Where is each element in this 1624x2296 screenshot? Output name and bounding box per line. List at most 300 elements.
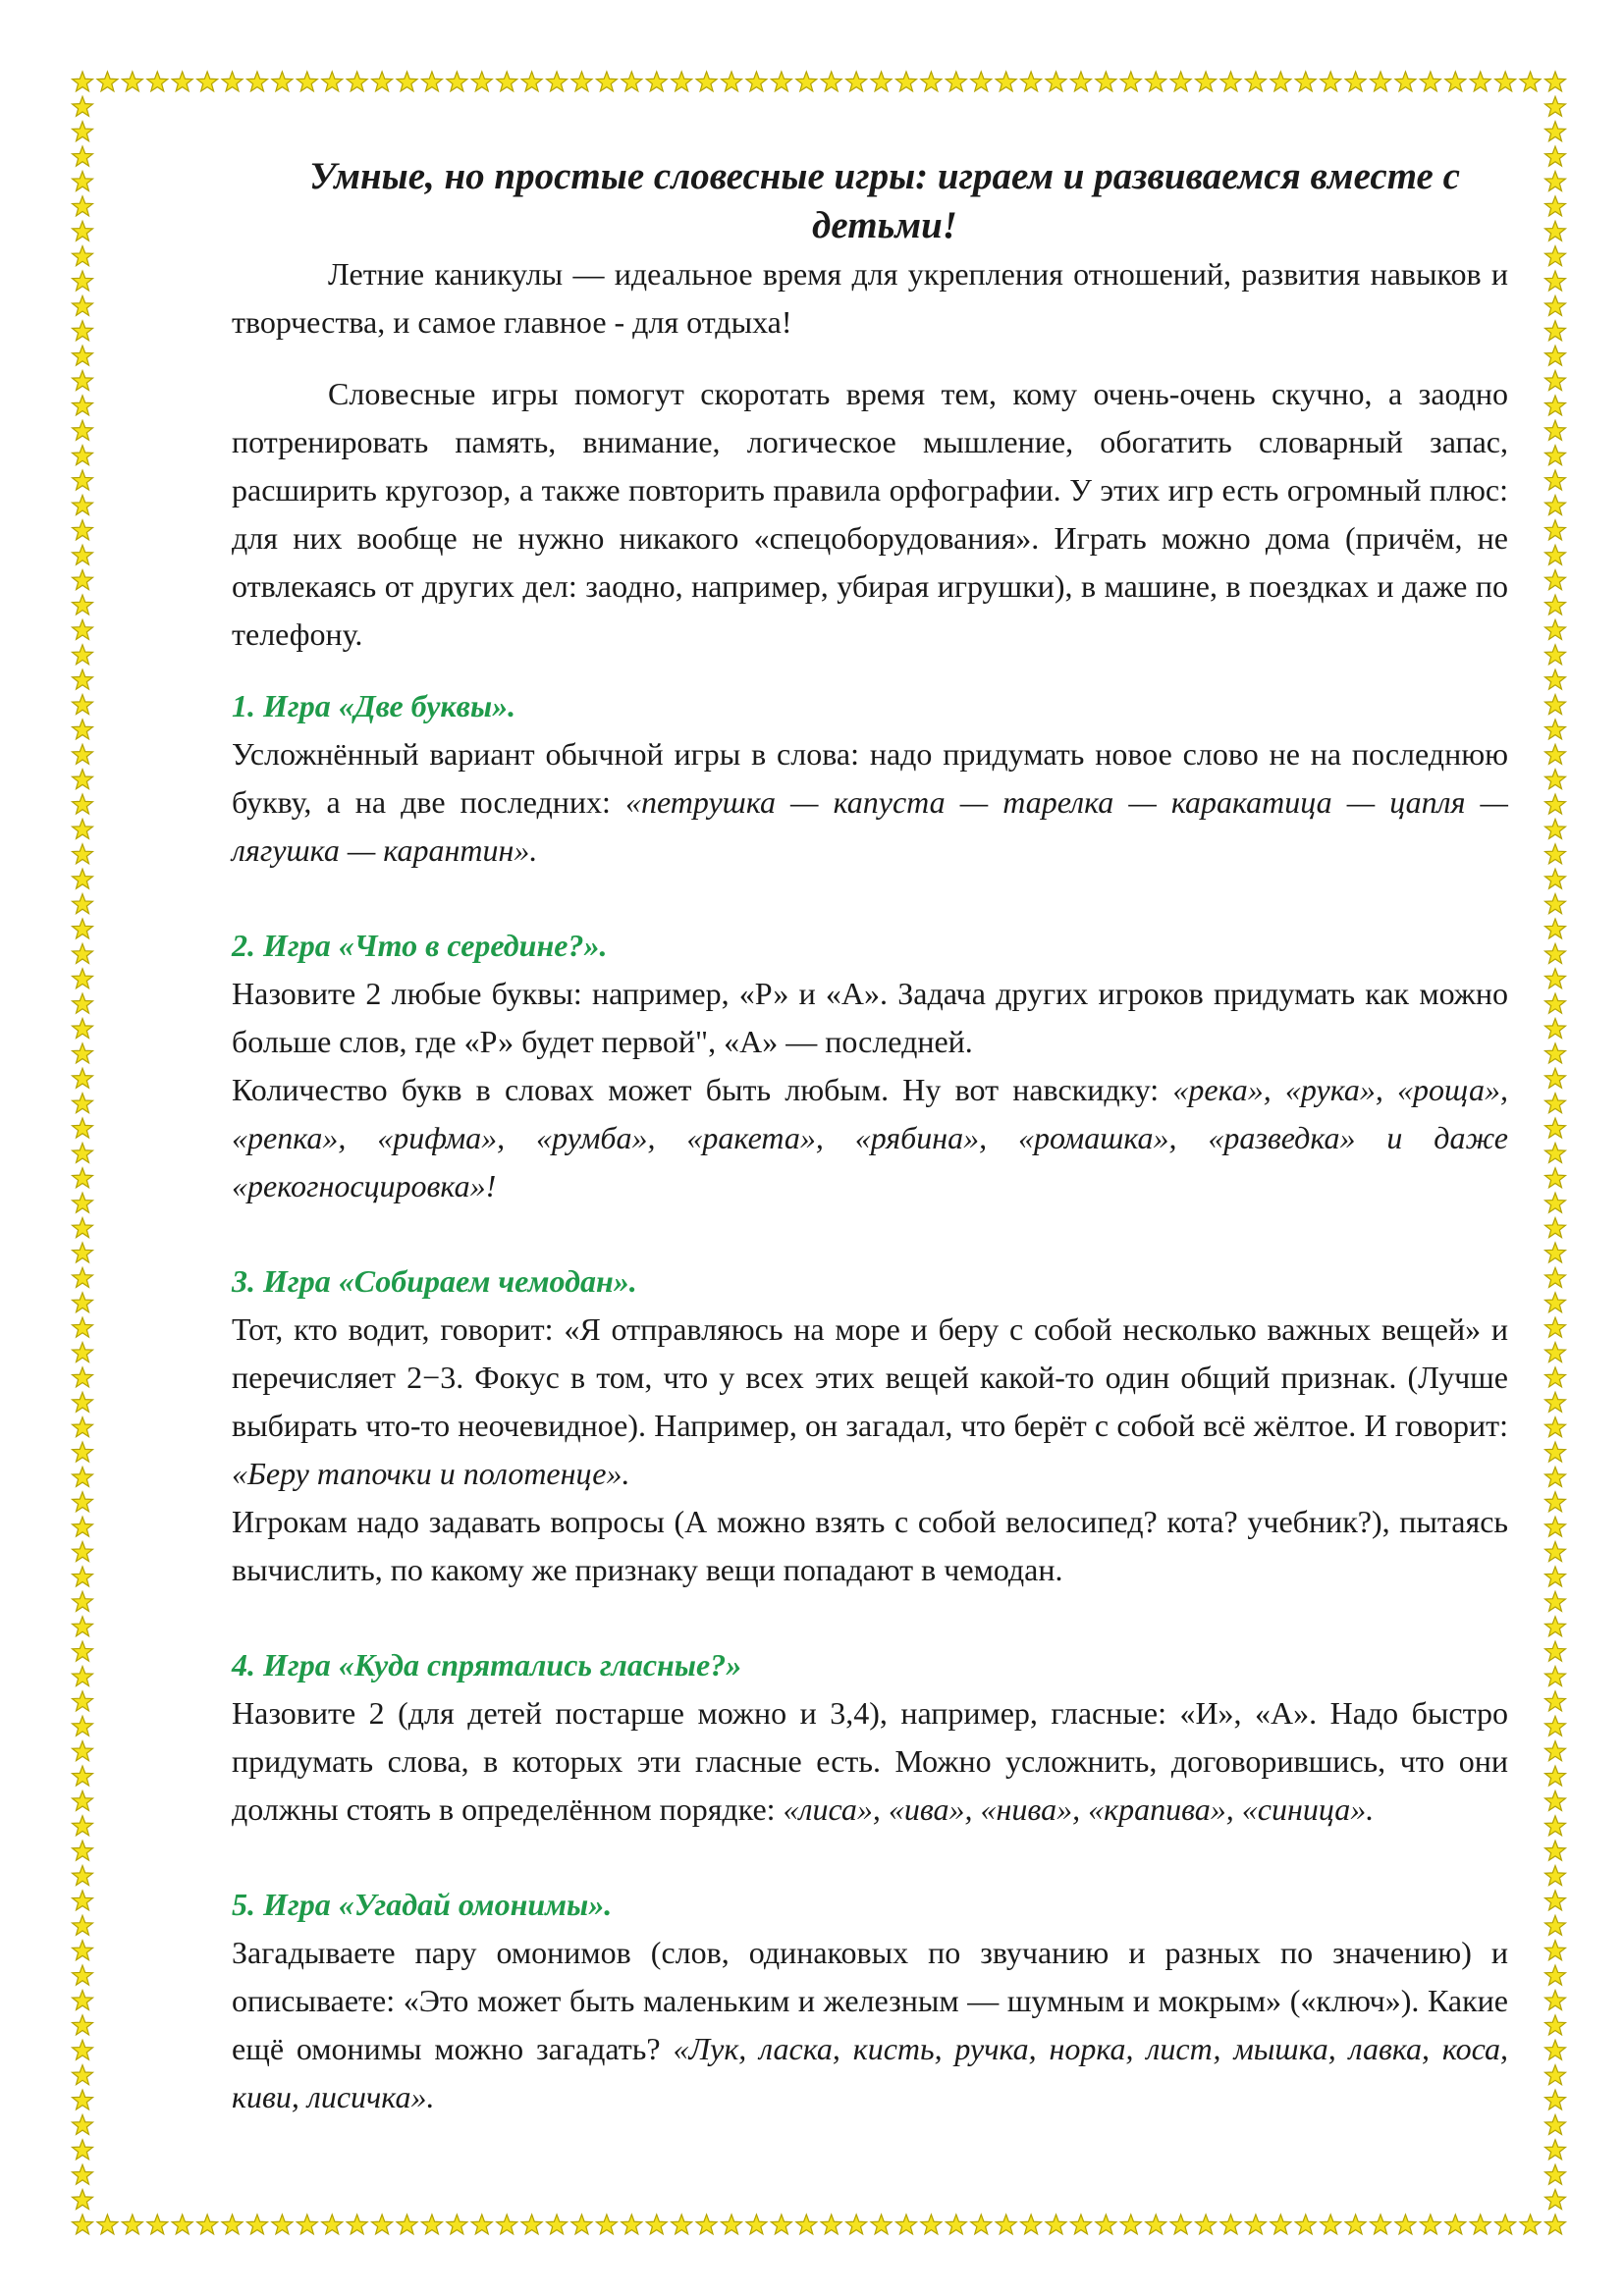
star-icon [1545, 1941, 1566, 1960]
star-icon [73, 1866, 93, 1886]
game-5-description: Загадываете пару омонимов (слов, одинаковых по звучанию и разных по значению) и описываете: «Это может быть маленьким и железным — шумным и мокрым» («ключ»). Какие ещё омонимы можно загадать? [232, 1935, 1508, 2066]
star-icon [73, 2065, 93, 2085]
star-icon [222, 2215, 243, 2234]
star-icon [1420, 2215, 1440, 2234]
star-icon [73, 1317, 93, 1337]
star-icon [73, 2215, 93, 2234]
star-icon [73, 943, 93, 963]
star-icon [1545, 1094, 1566, 1113]
star-icon [1545, 346, 1566, 365]
star-icon [1395, 72, 1416, 91]
game-2-text [232, 1066, 1508, 1210]
star-icon [672, 72, 692, 91]
star-icon [73, 420, 93, 440]
star-icon [73, 96, 93, 116]
star-icon [547, 72, 568, 91]
star-icon [1545, 1741, 1566, 1761]
star-icon [73, 496, 93, 515]
star-icon [1545, 894, 1566, 914]
star-icon [1545, 1367, 1566, 1387]
star-icon [946, 2215, 966, 2234]
star-icon [73, 869, 93, 888]
star-icon [73, 695, 93, 715]
star-icon [1295, 2215, 1316, 2234]
star-icon [73, 1641, 93, 1661]
star-icon [722, 2215, 742, 2234]
star-icon [1545, 1492, 1566, 1512]
star-icon [1545, 271, 1566, 291]
game-3-text [232, 1306, 1508, 1498]
star-icon [1545, 1193, 1566, 1212]
star-icon [1245, 72, 1266, 91]
star-icon [1545, 2215, 1566, 2234]
star-icon [896, 72, 917, 91]
star-icon [1545, 470, 1566, 490]
star-icon [1545, 1267, 1566, 1287]
star-icon [622, 2215, 642, 2234]
star-icon [1545, 943, 1566, 963]
star-icon [1470, 2215, 1490, 2234]
star-icon [696, 2215, 717, 2234]
star-icon [1545, 1517, 1566, 1536]
star-icon [1271, 2215, 1291, 2234]
star-icon [646, 2215, 667, 2234]
star-icon [771, 72, 791, 91]
star-icon [73, 2015, 93, 2035]
star-icon [73, 1019, 93, 1039]
game-2-example: «река», «рука», «роща», «репка», «рифма», «румба», «ракета», «рябина», «ромашка», «разведка» и даже «рекогносцировка»! [232, 1072, 1509, 1203]
star-icon [73, 371, 93, 391]
star-icon [73, 1168, 93, 1188]
star-icon [1545, 794, 1566, 814]
star-icon [1545, 2065, 1566, 2085]
star-icon [73, 1667, 93, 1686]
star-icon [73, 446, 93, 465]
intro-paragraph-2: Словесные игры помогут скоротать время тем, кому очень-очень скучно, а заодно потренировать память, внимание, логическое мышление, обогатить словарный запас, расширить кругозор, а также повторить правила орфографии. У этих игр есть огромный плюс: для них вообще не нужно никакого «спецоборудования». Играть можно дома (причём, не отвлекаясь от других дел: заодно, например, убирая игрушки), в машине, в поездках и даже по телефону. [232, 376, 1508, 652]
star-icon [397, 2215, 417, 2234]
page-title: Умные, но простые словесные игры: играем и развиваемся вместе с детьми! [309, 155, 1460, 246]
star-icon [971, 2215, 992, 2234]
star-icon [1545, 1293, 1566, 1312]
star-icon [1146, 2215, 1166, 2234]
star-icon [73, 1218, 93, 1238]
star-icon [73, 2040, 93, 2059]
star-icon [1545, 969, 1566, 988]
star-icon [1345, 2215, 1366, 2234]
star-icon [73, 396, 93, 415]
star-icon [1096, 72, 1116, 91]
game-1-description: Усложнённый вариант обычной игры в слова: надо придумать новое слово не на последнюю букву, а на две последних: [232, 736, 1508, 820]
star-icon [1545, 1766, 1566, 1786]
game-1-example: «петрушка — капуста — тарелка — каракатица — цапля — лягушка — карантин». [232, 784, 1509, 868]
star-icon [421, 72, 442, 91]
star-icon [197, 2215, 218, 2234]
star-icon [73, 720, 93, 739]
game-2-description-2: Количество букв в словах может быть любым. Ну вот навскидку: [232, 1072, 1173, 1107]
star-icon [1545, 595, 1566, 614]
star-icon [1545, 1816, 1566, 1836]
document-body [232, 152, 1508, 2121]
star-icon [73, 969, 93, 988]
star-icon [73, 122, 93, 141]
game-5-example: «Лук, ласка, кисть, ручка, норка, лист, мышка, лавка, коса, киви, лисичка». [232, 2031, 1509, 2114]
star-icon [73, 1243, 93, 1262]
star-icon [73, 221, 93, 240]
star-icon [297, 72, 317, 91]
star-icon [97, 72, 118, 91]
star-icon [1545, 122, 1566, 141]
star-icon [821, 72, 841, 91]
star-icon [1545, 1118, 1566, 1138]
star-icon [73, 1467, 93, 1486]
star-icon [73, 1716, 93, 1735]
star-icon [846, 72, 867, 91]
star-icon [1545, 371, 1566, 391]
star-icon [1545, 2090, 1566, 2109]
star-icon [746, 72, 767, 91]
star-icon [471, 72, 492, 91]
star-icon [547, 2215, 568, 2234]
star-icon [1170, 72, 1191, 91]
star-icon [73, 1741, 93, 1761]
star-icon [1545, 1317, 1566, 1337]
star-icon [73, 820, 93, 839]
star-icon [1545, 2190, 1566, 2210]
game-3-description: Тот, кто водит, говорит: «Я отправляюсь на море и беру с собой несколько важных вещей» и перечисляет 2−3. Фокус в том, что у всех этих вещей какой-то один общий признак. (Лучше выбирать что-то неочевидное). Например, он загадал, что берёт с собой всё жёлтое. И говорит: [232, 1311, 1508, 1443]
star-icon [1545, 295, 1566, 315]
star-icon [73, 1790, 93, 1810]
star-icon [921, 2215, 942, 2234]
star-icon [1545, 1891, 1566, 1910]
game-3-description-2: Игрокам надо задавать вопросы (А можно взять с собой велосипед? кота? учебник?), пытаясь вычислить, по какому же признаку вещи попадают в чемодан. [232, 1504, 1508, 1587]
star-icon [596, 2215, 617, 2234]
star-icon [1545, 619, 1566, 639]
star-icon [1021, 2215, 1042, 2234]
star-icon [1545, 1542, 1566, 1562]
star-icon [247, 2215, 268, 2234]
game-3-example: «Беру тапочки и полотенце». [232, 1456, 630, 1491]
game-4-example: «лиса», «ива», «нива», «крапива», «синица». [783, 1791, 1375, 1827]
star-icon [73, 1941, 93, 1960]
star-icon [1545, 1567, 1566, 1586]
star-icon [1220, 72, 1241, 91]
star-icon [1545, 1667, 1566, 1686]
star-icon [1545, 420, 1566, 440]
star-icon [1196, 72, 1217, 91]
star-icon [796, 72, 817, 91]
star-icon [521, 2215, 542, 2234]
star-icon [372, 2215, 393, 2234]
game-4-heading: 4. Игра «Куда спрятались гласные?» [232, 1647, 742, 1682]
star-icon [1545, 172, 1566, 191]
game-1-heading: 1. Игра «Две буквы». [232, 688, 516, 723]
star-icon [247, 72, 268, 91]
star-icon [1545, 1591, 1566, 1611]
star-icon [1146, 72, 1166, 91]
star-icon [746, 2215, 767, 2234]
star-icon [97, 2215, 118, 2234]
star-icon [1545, 1043, 1566, 1063]
star-icon [347, 72, 367, 91]
star-icon [1545, 2164, 1566, 2184]
star-icon [1545, 844, 1566, 864]
star-icon [73, 1841, 93, 1860]
star-icon [521, 72, 542, 91]
star-icon [571, 2215, 592, 2234]
star-icon [1545, 1144, 1566, 1163]
star-icon [73, 172, 93, 191]
star-icon [1545, 1841, 1566, 1860]
star-icon [1545, 1991, 1566, 2010]
star-icon [73, 1068, 93, 1088]
star-icon [73, 993, 93, 1013]
intro-paragraph-1: Летние каникулы — идеальное время для укрепления отношений, развития навыков и творчества, и самое главное - для отдыха! [232, 256, 1508, 340]
star-icon [73, 545, 93, 564]
star-icon [73, 1392, 93, 1412]
star-icon [1545, 669, 1566, 689]
star-icon [1545, 446, 1566, 465]
star-icon [73, 645, 93, 665]
star-icon [1371, 2215, 1391, 2234]
star-icon [696, 72, 717, 91]
star-icon [73, 1517, 93, 1536]
star-icon [1096, 2215, 1116, 2234]
star-icon [1545, 1641, 1566, 1661]
star-icon [73, 919, 93, 938]
star-icon [996, 72, 1016, 91]
star-icon [272, 72, 293, 91]
star-icon [1545, 2015, 1566, 2035]
star-icon [1545, 1617, 1566, 1636]
star-icon [172, 2215, 192, 2234]
star-icon [1120, 2215, 1141, 2234]
star-icon [1070, 72, 1091, 91]
star-icon [1545, 1467, 1566, 1486]
star-icon [73, 570, 93, 590]
star-icon [73, 520, 93, 540]
star-icon [147, 72, 168, 91]
star-icon [1545, 695, 1566, 715]
star-icon [1120, 72, 1141, 91]
star-icon [73, 346, 93, 365]
star-icon [73, 1542, 93, 1562]
star-icon [571, 72, 592, 91]
star-icon [122, 2215, 142, 2234]
star-icon [921, 72, 942, 91]
star-icon [971, 72, 992, 91]
star-icon [1445, 72, 1466, 91]
star-icon [1545, 1019, 1566, 1039]
star-icon [73, 1118, 93, 1138]
star-icon [73, 1043, 93, 1063]
star-icon [73, 321, 93, 341]
star-icon [73, 1094, 93, 1113]
star-icon [946, 72, 966, 91]
star-icon [172, 72, 192, 91]
star-icon [1545, 496, 1566, 515]
star-icon [73, 619, 93, 639]
star-icon [1545, 1068, 1566, 1088]
star-icon [1545, 570, 1566, 590]
star-icon [73, 1193, 93, 1212]
star-icon [1545, 2114, 1566, 2134]
star-icon [73, 72, 93, 91]
star-icon [1545, 146, 1566, 166]
star-icon [1545, 1691, 1566, 1711]
game-3-heading: 3. Игра «Собираем чемодан». [232, 1263, 637, 1299]
star-icon [73, 1293, 93, 1312]
star-icon [1545, 770, 1566, 789]
star-icon [1520, 72, 1541, 91]
star-icon [73, 1891, 93, 1910]
star-icon [471, 2215, 492, 2234]
star-icon [73, 669, 93, 689]
star-icon [73, 844, 93, 864]
star-icon [1545, 993, 1566, 1013]
star-icon [1345, 72, 1366, 91]
star-icon [771, 2215, 791, 2234]
star-icon [1070, 2215, 1091, 2234]
star-icon [73, 2114, 93, 2134]
star-icon [1545, 1716, 1566, 1735]
star-icon [73, 595, 93, 614]
star-icon [347, 2215, 367, 2234]
star-icon [73, 1591, 93, 1611]
star-icon [722, 72, 742, 91]
star-icon [1395, 2215, 1416, 2234]
star-icon [1545, 1417, 1566, 1437]
star-icon [1545, 246, 1566, 266]
star-icon [1445, 2215, 1466, 2234]
star-icon [73, 246, 93, 266]
star-icon [73, 2164, 93, 2184]
game-2-description: Назовите 2 любые буквы: например, «Р» и «А». Задача других игроков придумать как можно больше слов, где «Р» будет первой", «А» — последней. [232, 976, 1508, 1059]
star-icon [421, 2215, 442, 2234]
star-icon [73, 2190, 93, 2210]
star-icon [222, 72, 243, 91]
star-icon [1545, 919, 1566, 938]
star-icon [1545, 1243, 1566, 1262]
star-icon [1545, 1866, 1566, 1886]
star-icon [1470, 72, 1490, 91]
star-icon [73, 1991, 93, 2010]
star-icon [1545, 196, 1566, 216]
star-icon [73, 470, 93, 490]
star-icon [1545, 72, 1566, 91]
star-icon [73, 196, 93, 216]
star-icon [73, 2140, 93, 2160]
game-5-text [232, 1929, 1508, 2121]
star-icon [1545, 1168, 1566, 1188]
star-icon [1196, 2215, 1217, 2234]
star-icon [73, 1367, 93, 1387]
star-icon [73, 894, 93, 914]
star-icon [1545, 720, 1566, 739]
star-icon [497, 72, 517, 91]
star-icon [646, 72, 667, 91]
star-icon [372, 72, 393, 91]
star-icon [1545, 1218, 1566, 1238]
star-icon [1371, 72, 1391, 91]
star-icon [272, 2215, 293, 2234]
star-icon [73, 1144, 93, 1163]
star-icon [1545, 396, 1566, 415]
star-icon [1545, 96, 1566, 116]
star-icon [1545, 645, 1566, 665]
star-icon [1545, 221, 1566, 240]
star-icon [122, 72, 142, 91]
star-icon [1520, 2215, 1541, 2234]
star-icon [1545, 2140, 1566, 2160]
star-icon [73, 1617, 93, 1636]
game-5-heading: 5. Игра «Угадай омонимы». [232, 1887, 613, 1922]
star-icon [1545, 1392, 1566, 1412]
star-icon [996, 2215, 1016, 2234]
star-icon [297, 2215, 317, 2234]
star-icon [871, 2215, 892, 2234]
star-icon [821, 2215, 841, 2234]
star-icon [73, 2090, 93, 2109]
star-icon [73, 1343, 93, 1362]
star-icon [1046, 72, 1066, 91]
star-icon [1170, 2215, 1191, 2234]
star-icon [596, 72, 617, 91]
star-icon [1545, 520, 1566, 540]
star-icon [1321, 2215, 1341, 2234]
star-icon [73, 1965, 93, 1985]
star-icon [73, 1915, 93, 1935]
star-icon [1545, 2040, 1566, 2059]
star-icon [73, 295, 93, 315]
star-icon [871, 72, 892, 91]
star-icon [1545, 869, 1566, 888]
star-icon [672, 2215, 692, 2234]
star-icon [1545, 820, 1566, 839]
star-icon [447, 72, 467, 91]
star-icon [1220, 2215, 1241, 2234]
star-icon [397, 72, 417, 91]
star-icon [73, 1442, 93, 1462]
star-icon [1046, 2215, 1066, 2234]
star-icon [73, 744, 93, 764]
star-icon [1545, 1915, 1566, 1935]
star-icon [1495, 2215, 1516, 2234]
star-icon [622, 72, 642, 91]
star-icon [1545, 1442, 1566, 1462]
star-icon [1271, 72, 1291, 91]
game-2-heading: 2. Игра «Что в середине?». [232, 928, 608, 963]
star-icon [1321, 72, 1341, 91]
star-icon [73, 1567, 93, 1586]
star-icon [197, 72, 218, 91]
star-icon [447, 2215, 467, 2234]
star-icon [73, 794, 93, 814]
star-icon [846, 2215, 867, 2234]
star-icon [73, 1766, 93, 1786]
star-icon [1495, 72, 1516, 91]
star-icon [1545, 321, 1566, 341]
star-icon [322, 2215, 343, 2234]
star-icon [73, 146, 93, 166]
star-icon [73, 1267, 93, 1287]
star-icon [1545, 1965, 1566, 1985]
star-icon [1245, 2215, 1266, 2234]
star-icon [1545, 1343, 1566, 1362]
star-icon [73, 1417, 93, 1437]
star-icon [1295, 72, 1316, 91]
star-icon [73, 1492, 93, 1512]
star-icon [73, 1816, 93, 1836]
